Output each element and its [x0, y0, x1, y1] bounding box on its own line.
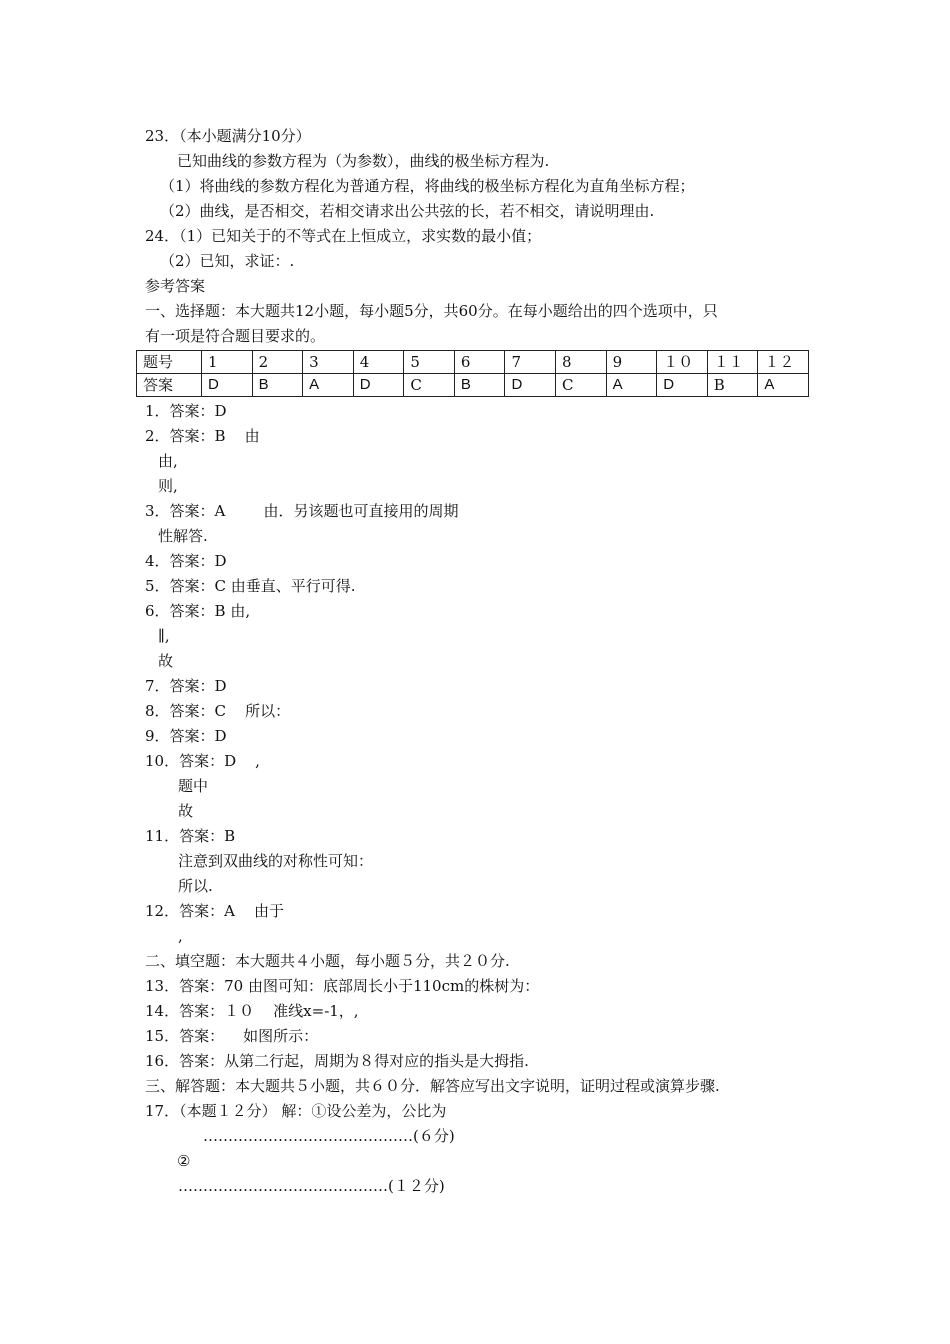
text-line: 1．答案：D — [145, 402, 227, 420]
table-cell: 7 — [505, 351, 556, 374]
table-cell: B — [707, 374, 758, 397]
table-cell: １０ — [657, 351, 708, 374]
text-line: 9．答案：D — [145, 727, 227, 745]
text-line: 16．答案：从第二行起，周期为８得对应的指头是大拇指. — [145, 1052, 529, 1070]
table-cell: C — [556, 374, 607, 397]
text-line: 则, — [158, 477, 178, 495]
table-cell: B — [454, 374, 505, 397]
table-cell: 3 — [303, 351, 354, 374]
text-line: 所以. — [178, 877, 213, 895]
text-line: , — [178, 927, 183, 945]
text-line: 三、解答题：本大题共５小题，共６０分．解答应写出文字说明，证明过程或演算步骤. — [145, 1077, 720, 1095]
table-cell: D — [505, 374, 556, 397]
text-line: 题中 — [178, 777, 209, 795]
text-line: 14．答案：１０ 准线x=-1，, — [145, 1002, 359, 1020]
text-line: 17．（本题１２分） 解：①设公差为，公比为 — [145, 1102, 447, 1120]
table-cell: １２ — [758, 351, 809, 374]
table-cell: A — [758, 374, 809, 397]
text-line: ……………………………………(６分) — [203, 1127, 455, 1145]
table-cell: １１ — [707, 351, 758, 374]
text-line: （2）已知，求证：. — [160, 252, 295, 270]
text-line: 3．答案：A 由．另该题也可直接用的周期 — [145, 502, 459, 520]
text-line: 7．答案：D — [145, 677, 227, 695]
table-cell: 题号 — [137, 351, 202, 374]
text-line: 由, — [158, 452, 178, 470]
table-cell: C — [404, 374, 455, 397]
table-cell: 5 — [404, 351, 455, 374]
text-line: ∥, — [158, 627, 170, 645]
text-line: 4．答案：D — [145, 552, 227, 570]
text-line: 8．答案：C 所以： — [145, 702, 291, 720]
text-line: ② — [177, 1152, 191, 1170]
table-cell: 6 — [454, 351, 505, 374]
text-line: 故 — [158, 652, 174, 670]
text-line: 5．答案：C 由垂直、平行可得. — [145, 577, 356, 595]
answer-table — [136, 350, 809, 397]
text-line: 故 — [178, 802, 194, 820]
text-line: 性解答. — [158, 527, 208, 545]
text-line: 12．答案：A 由于 — [145, 902, 284, 920]
text-line: 参考答案 — [145, 277, 206, 295]
answer-table-header-row — [137, 351, 809, 374]
table-cell: 2 — [252, 351, 303, 374]
table-cell: 答案 — [137, 374, 202, 397]
text-line: 10．答案：D , — [145, 752, 260, 770]
text-line: 13．答案：70 由图可知：底部周长小于110cm的株树为： — [145, 977, 540, 995]
table-cell: B — [252, 374, 303, 397]
text-line: 2．答案：B 由 — [145, 427, 260, 445]
text-line: ……………………………………(１２分) — [178, 1177, 445, 1195]
text-line: 注意到双曲线的对称性可知： — [178, 852, 374, 870]
table-cell: D — [657, 374, 708, 397]
text-line: 6．答案：B 由, — [145, 602, 251, 620]
table-cell: D — [202, 374, 253, 397]
text-line: （1）将曲线的参数方程化为普通方程，将曲线的极坐标方程化为直角坐标方程； — [160, 177, 695, 195]
answer-table-answer-row — [137, 374, 809, 397]
text-line: 23．（本小题满分10分） — [145, 127, 311, 145]
text-line: 15．答案： 如图所示： — [145, 1027, 319, 1045]
text-line: 已知曲线的参数方程为（为参数），曲线的极坐标方程为. — [177, 152, 550, 170]
text-line: 11．答案：B — [145, 827, 236, 845]
text-line: 24．（1）已知关于的不等式在上恒成立，求实数的最小值； — [145, 227, 542, 245]
table-cell: 8 — [556, 351, 607, 374]
text-line: 有一项是符合题目要求的。 — [145, 327, 326, 345]
table-cell: A — [606, 374, 657, 397]
table-cell: 4 — [353, 351, 404, 374]
text-line: 二、填空题：本大题共４小题，每小题５分，共２０分. — [145, 952, 510, 970]
text-line: （2）曲线，是否相交，若相交请求出公共弦的长，若不相交，请说明理由. — [160, 202, 655, 220]
table-cell: D — [353, 374, 404, 397]
table-cell: A — [303, 374, 354, 397]
table-cell: 9 — [606, 351, 657, 374]
table-cell: 1 — [202, 351, 253, 374]
text-line: 一、选择题：本大题共12小题，每小题5分，共60分。在每小题给出的四个选项中，只 — [145, 302, 718, 320]
